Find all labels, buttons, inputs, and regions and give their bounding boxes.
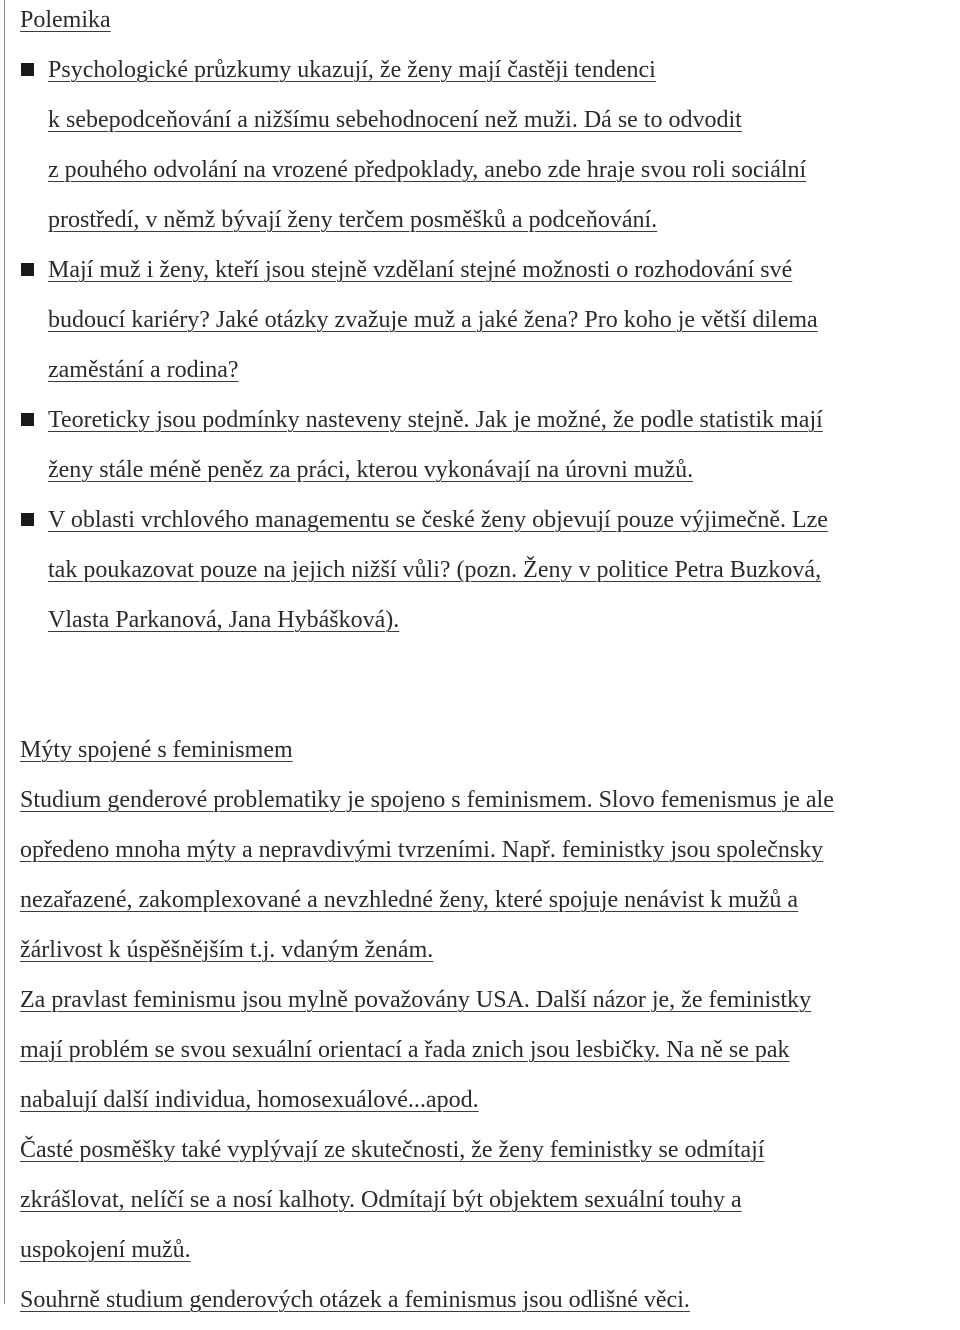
paragraph-line: mají problém se svou sexuální orientací a řada znich jsou lesbičky. Na ně se pak — [20, 1037, 790, 1063]
paragraph-line: Časté posměšky také vyplývají ze skutečnosti, že ženy feministky se odmítají — [20, 1137, 765, 1163]
bullet-text-line: Mají muž i ženy, kteří jsou stejně vzdělaní stejné možnosti o rozhodování své — [48, 257, 793, 283]
document-page — [20, 0, 955, 1330]
bullet-text-line: V oblasti vrchlového managementu se české ženy objevují pouze výjimečně. Lze — [48, 507, 828, 533]
square-bullet-icon — [21, 413, 34, 426]
paragraph-line: nabalují další individua, homosexuálové...apod. — [20, 1087, 479, 1113]
section-spacer — [20, 650, 955, 730]
paragraph-line: Studium genderové problematiky je spojeno s feminismem. Slovo femenismus je ale — [20, 787, 834, 813]
bullet-item — [20, 400, 955, 450]
paragraph-line: Za pravlast feminismu jsou mylně považovány USA. Další názor je, že feministky — [20, 987, 812, 1013]
bullet-continuation — [20, 300, 955, 350]
paragraph-line: nezařazené, zakomplexované a nevzhledné ženy, které spojuje nenávist k mužů a — [20, 887, 799, 913]
bullet-text-line: Vlasta Parkanová, Jana Hybášková). — [48, 607, 400, 633]
bullet-continuation — [20, 550, 955, 600]
bullet-item — [20, 500, 955, 550]
bullet-text-line: Psychologické průzkumy ukazují, že ženy mají častěji tendenci — [48, 57, 656, 83]
bullet-text-line: ženy stále méně peněz za práci, kterou vykonávají na úrovni mužů. — [48, 457, 694, 483]
bullet-continuation — [20, 100, 955, 150]
bullet-text-line: Teoreticky jsou podmínky nasteveny stejně. Jak je možné, že podle statistik mají — [48, 407, 823, 433]
bullet-continuation — [20, 150, 955, 200]
paragraph-line: Souhrně studium genderových otázek a feminismus jsou odlišné věci. — [20, 1287, 690, 1313]
bullet-continuation — [20, 350, 955, 400]
bullet-text-line: budoucí kariéry? Jaké otázky zvažuje muž a jaké žena? Pro koho je větší dilema — [48, 307, 818, 333]
paragraph-line: zkrášlovat, nelíčí se a nosí kalhoty. Odmítají být objektem sexuální touhy a — [20, 1187, 742, 1213]
bullet-text-line: tak poukazovat pouze na jejich nižší vůli? (pozn. Ženy v politice Petra Buzková, — [48, 557, 822, 583]
bullet-continuation — [20, 200, 955, 250]
bullet-continuation — [20, 600, 955, 650]
square-bullet-icon — [21, 263, 34, 276]
bullet-item — [20, 50, 955, 100]
paragraph-line: opředeno mnoha mýty a nepravdivými tvrzeními. Např. feministky jsou společnsky — [20, 837, 824, 863]
section-heading-myty: Mýty spojené s feminismem — [20, 737, 293, 763]
paragraph-line: uspokojení mužů. — [20, 1237, 191, 1263]
bullet-text-line: z pouhého odvolání na vrozené předpoklady, anebo zde hraje svou roli sociální — [48, 157, 807, 183]
section-heading-polemika: Polemika — [20, 7, 111, 33]
square-bullet-icon — [21, 63, 34, 76]
paragraph-line: žárlivost k úspěšnějším t.j. vdaným ženám. — [20, 937, 434, 963]
square-bullet-icon — [21, 513, 34, 526]
bullet-item — [20, 250, 955, 300]
bullet-text-line: prostředí, v němž bývají ženy terčem posměšků a podceňování. — [48, 207, 658, 233]
bullet-text-line: zaměstání a rodina? — [48, 357, 239, 383]
left-margin-rule — [4, 0, 5, 1304]
bullet-text-line: k sebepodceňování a nižšímu sebehodnocení než muži. Dá se to odvodit — [48, 107, 742, 133]
bullet-continuation — [20, 450, 955, 500]
